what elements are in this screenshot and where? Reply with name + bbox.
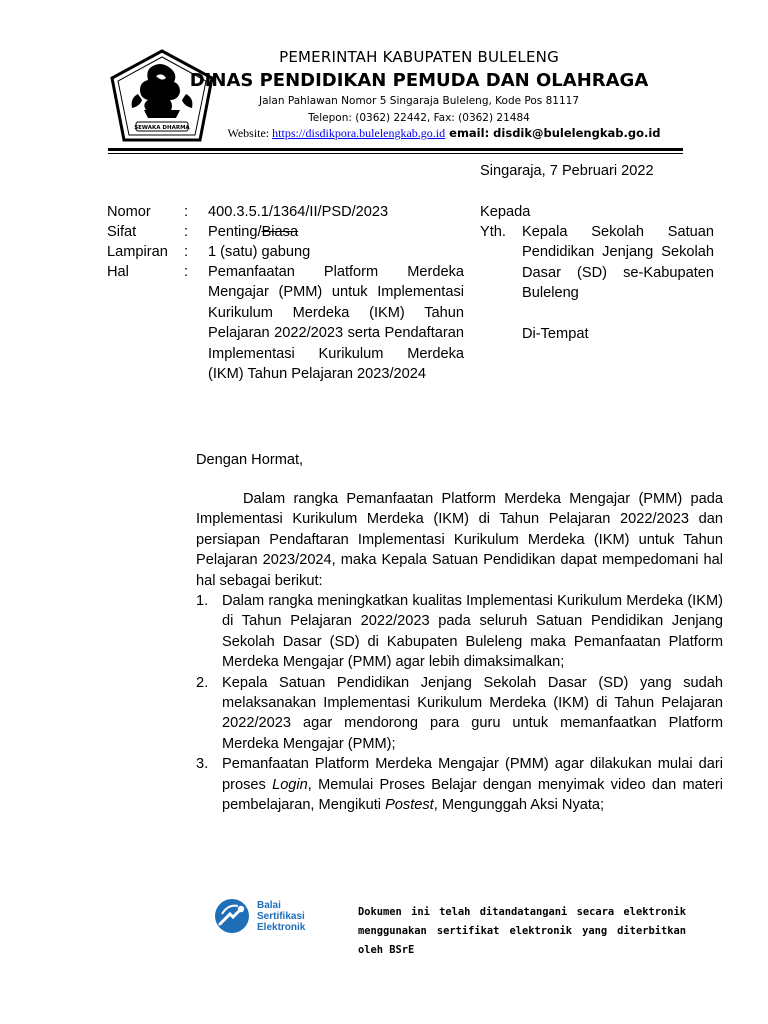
intro-text: Dalam rangka Pemanfaatan Platform Merdeka Mengajar (PMM) pada Implementasi Kurikulum Merdeka (IKM) di Tahun Pelajaran 2022/2023 dan persiapan Pendaftaran Implementasi Kurikulum Merdeka (IKM) untuk Tahun Pelajaran 2023/2024, maka Kepala Satuan Pendidikan dapat mempedomani hal hal sebagai berikut: <box>196 491 723 589</box>
list-item-text-postest: Postest <box>385 797 434 814</box>
website-label: Website: <box>227 126 273 140</box>
sifat-value <box>208 222 298 242</box>
agency-phone: Telepon: (0362) 22442, Fax: (0362) 21484 <box>308 112 530 124</box>
list-item-text-b: , Memulai Proses Belajar dengan menyimak video dan materi pembelajaran, Mengikuti <box>222 776 723 814</box>
agency-contact <box>0 126 768 141</box>
lampiran-value: 1 (satu) gabung <box>208 244 311 260</box>
gov-name: PEMERINTAH KABUPATEN BULELENG <box>279 48 559 66</box>
list-item <box>196 754 723 815</box>
kepada-label: Kepada <box>480 204 531 220</box>
email-address: email: disdik@bulelengkab.go.id <box>445 126 661 140</box>
list-item-text-login: Login <box>272 776 308 793</box>
sifat-label: Sifat <box>107 224 137 240</box>
list-item-number: 2. <box>196 674 209 691</box>
instruction-list <box>196 591 723 815</box>
lampiran-colon: : <box>184 244 189 260</box>
bsre-logo-line2: Sertifikasi <box>257 911 305 922</box>
lampiran-label: Lampiran <box>107 244 168 260</box>
bsre-logo-line3: Elektronik <box>257 922 306 933</box>
salutation: Dengan Hormat, <box>196 452 304 468</box>
agency-name: DINAS PENDIDIKAN PEMUDA DAN OLAHRAGA <box>189 70 649 91</box>
recipient-place: Di-Tempat <box>522 326 589 342</box>
agency-address: Jalan Pahlawan Nomor 5 Singaraja Buleleng, Kode Pos 81117 <box>258 95 580 107</box>
list-item <box>196 591 723 673</box>
hal-label: Hal <box>107 264 129 280</box>
esignature-notice: Dokumen ini telah ditandatangani secara elektronik menggunakan sertifikat elektronik yang diterbitkan oleh BSrE <box>358 906 686 956</box>
nomor-value: 400.3.5.1/1364/II/PSD/2023 <box>208 204 389 220</box>
sifat-value-important: Penting/ <box>208 224 262 240</box>
yth-label: Yth. <box>480 224 506 240</box>
hal-value: Pemanfaatan Platform Merdeka Mengajar (PMM) untuk Implementasi Kurikulum Merdeka (IKM) Tahun Pelajaran 2022/2023 serta Pendaftaran Implementasi Kurikulum Merdeka (IKM) Tahun Pelajaran 2023/2024 <box>208 264 464 383</box>
bsre-logo-line1: Balai <box>257 900 281 911</box>
website-link[interactable]: https://disdikpora.bulelengkab.go.id <box>272 126 446 140</box>
list-item-number: 1. <box>196 593 209 609</box>
letterhead-rule-thin <box>108 153 683 154</box>
sifat-value-ordinary-struck: Biasa <box>261 224 299 240</box>
nomor-label: Nomor <box>107 204 151 220</box>
list-item-text-a: Pemanfaatan Platform Merdeka Mengajar (PMM) agar dilakukan mulai dari proses <box>222 756 723 793</box>
letter-date: Singaraja, 7 Pebruari 2022 <box>480 163 654 179</box>
hal-colon: : <box>184 264 189 280</box>
list-item <box>196 673 723 755</box>
intro-paragraph <box>196 489 723 591</box>
list-item-text-c: , Mengunggah Aksi Nyata; <box>433 797 605 814</box>
list-item-number: 3. <box>196 756 209 773</box>
sifat-colon: : <box>184 224 189 240</box>
recipient-name: Kepala Sekolah Satuan Pendidikan Jenjang Sekolah Dasar (SD) se-Kabupaten Buleleng <box>522 224 714 302</box>
list-item-text: Kepala Satuan Pendidikan Jenjang Sekolah Dasar (SD) yang sudah melaksanakan Implementasi Kurikulum Merdeka (IKM) di Tahun Pelajaran 2022/2023 agar mendorong para guru untuk memanfaatkan Platform Merdeka Mengajar (PMM); <box>222 674 723 752</box>
nomor-colon: : <box>184 204 189 220</box>
bsre-logo <box>208 894 338 938</box>
letterhead-rule-thick <box>108 148 683 151</box>
list-item-text: Dalam rangka meningkatkan kualitas Implementasi Kurikulum Merdeka (IKM) di Tahun Pelajaran 2022/2023 pada seluruh Satuan Pendidikan Jenjang Sekolah Dasar (SD) di Kabupaten Buleleng maka Pemanfaatan Platform Merdeka Mengajar (PMM) agar lebih dimaksimalkan; <box>222 593 723 671</box>
seal-motto: SEWAKA DHARMA <box>134 125 190 131</box>
